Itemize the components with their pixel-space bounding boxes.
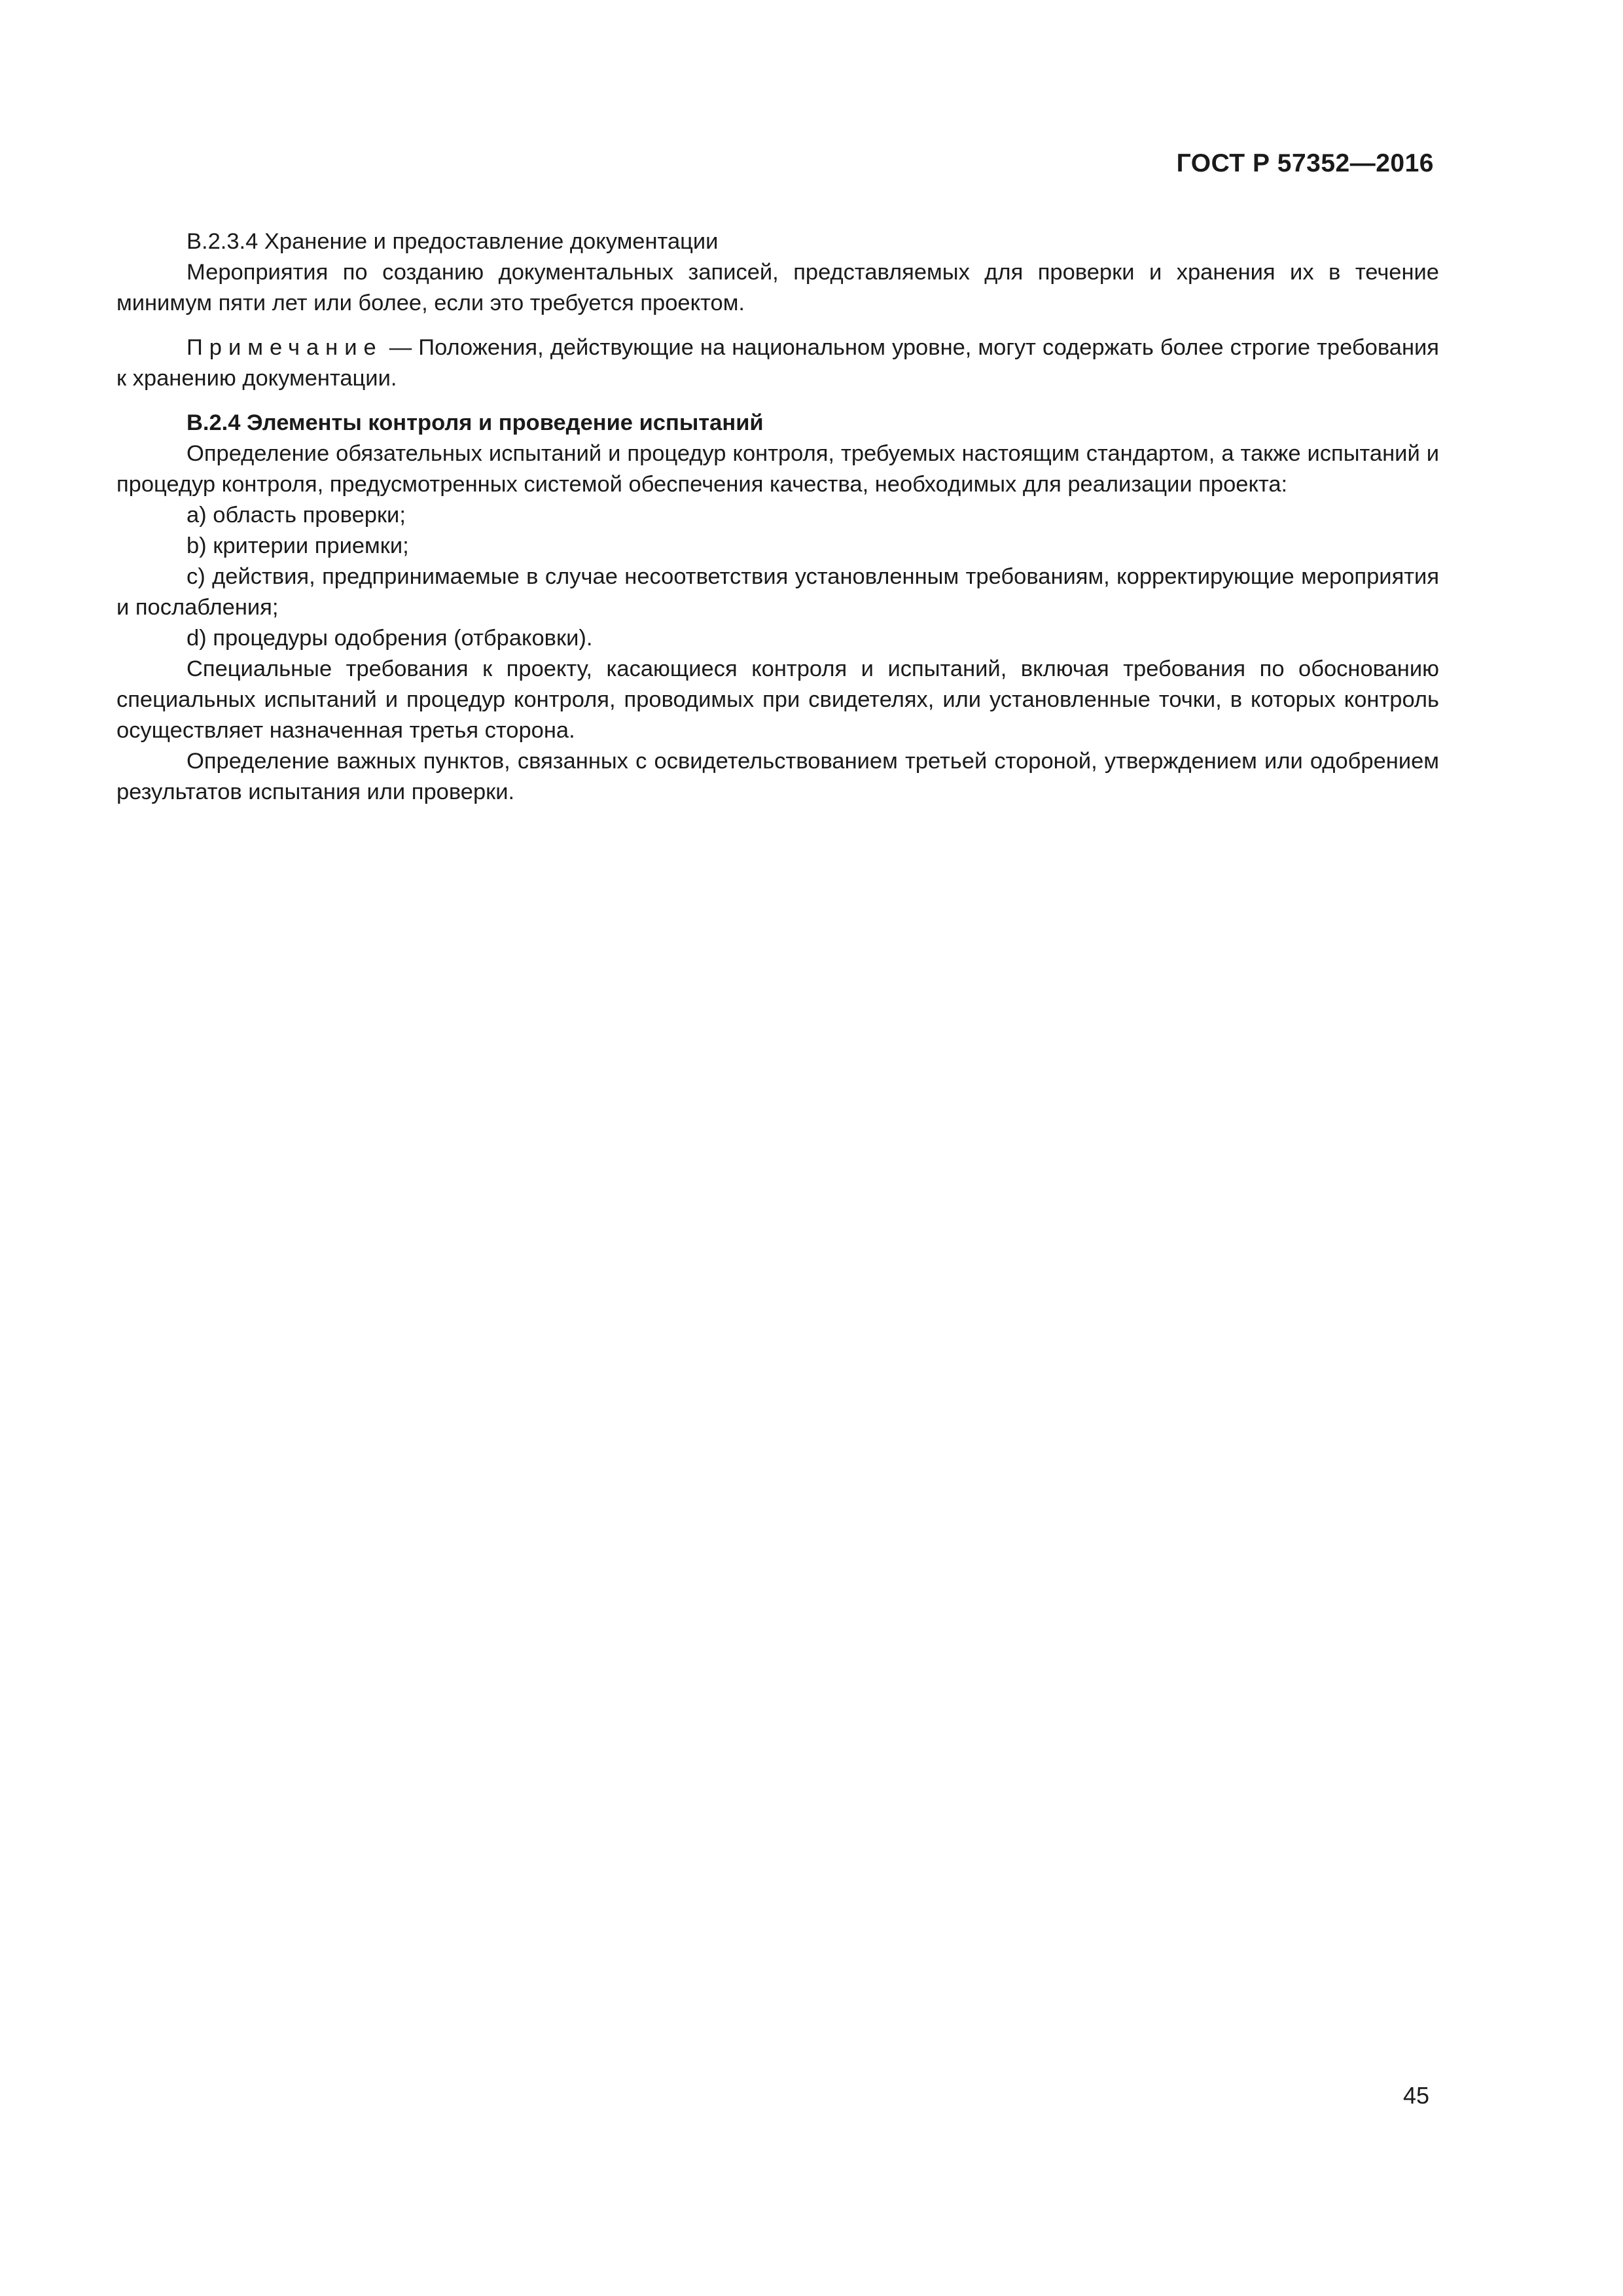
page-number: 45 (1402, 2082, 1429, 2109)
section-b234-paragraph: Мероприятия по созданию документальных записей, представляемых для проверки и хранения их в течение минимум пяти лет или более, если это требуется проектом. (116, 260, 1439, 315)
list-item-a: a) область проверки; (187, 503, 406, 528)
note-paragraph (116, 332, 1439, 394)
document-code: ГОСТ Р 57352—2016 (1176, 149, 1434, 177)
section-b24-paragraph-3: Определение важных пунктов, связанных с освидетельствованием третьей стороной, утверждением или одобрением результатов испытания или проверки. (116, 749, 1439, 804)
section-b24-paragraph-2: Специальные требования к проекту, касающиеся контроля и испытаний, включая требования по обоснованию специальных испытаний и процедур контроля, проводимых при свидетелях, или установленные точки, в которых контроль осуществляет назначенная третья сторона. (116, 656, 1439, 743)
list-item-b: b) критерии приемки; (187, 533, 409, 558)
section-b234-title: В.2.3.4 Хранение и предоставление документации (187, 229, 719, 254)
note-text: — Положения, действующие на национальном уровне, могут содержать более строгие требования к хранению документации. (116, 335, 1439, 391)
note-label: Примечание (187, 335, 383, 360)
section-b24-title: В.2.4 Элементы контроля и проведение испытаний (187, 410, 764, 435)
section-b24-intro: Определение обязательных испытаний и процедур контроля, требуемых настоящим стандартом, а также испытаний и процедур контроля, предусмотренных системой обеспечения качества, необходимых для реализации проекта: (116, 441, 1439, 497)
list-item-c: c) действия, предпринимаемые в случае несоответствия установленным требованиям, корректирующие мероприятия и послабления; (116, 564, 1439, 620)
list-item-d: d) процедуры одобрения (отбраковки). (187, 626, 593, 651)
document-body (116, 226, 1439, 808)
